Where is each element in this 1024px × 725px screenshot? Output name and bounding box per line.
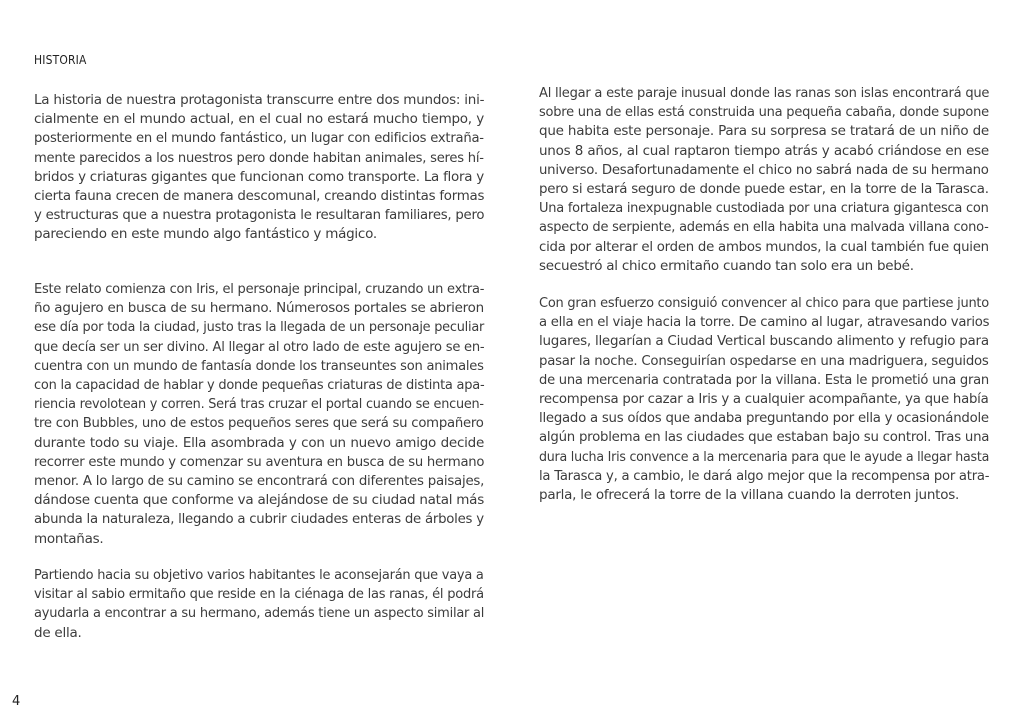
text-line: abunda la naturaleza, llegando a cubrir ciudades enteras de árboles y — [34, 511, 484, 528]
text-line: a ella en el viaje hacia la torre. De camino al lugar, atravesando varios — [539, 314, 990, 331]
paragraph-advice — [34, 566, 484, 643]
text-line: algún problema en las ciudades que estaban bajo su control. Tras una — [539, 429, 990, 446]
text-line: Con gran esfuerzo consiguió convencer al chico para que partiese junto — [539, 295, 989, 311]
text-line: mente parecidos a los nuestros pero donde habitan animales, seres hí- — [34, 149, 484, 166]
text-line: cialmente en el mundo actual, en el cual no estará mucho tiempo, y — [34, 111, 484, 128]
text-line: cierta fauna crecen de manera descomunal, creando distintas formas — [34, 188, 485, 205]
text-line: sobre una de ellas está construida una pequeña cabaña, donde supone — [539, 104, 989, 121]
text-line: la Tarasca y, a cambio, le dará algo mejor que la recompensa por atra- — [539, 467, 990, 484]
text-line: dura lucha Iris convence a la mercenaria para que le ayude a llegar hasta — [539, 448, 990, 465]
text-line: pasar la noche. Conseguirían ospedarse en una madriguera, seguidos — [539, 352, 989, 369]
text-line: visitar al sabio ermitaño que reside en la ciénaga de las ranas, él podrá — [34, 586, 484, 603]
text-line: cuentra con un mundo de fantasía donde los transeuntes son animales — [34, 357, 484, 374]
text-line: de ella. — [34, 624, 82, 641]
section-heading: HISTORIA — [34, 52, 87, 67]
text-line: Al llegar a este paraje inusual donde las ranas son islas encontrará que — [539, 85, 990, 101]
text-line: pero si estará seguro de donde puede estar, en la torre de la Tarasca. — [539, 181, 989, 198]
paragraph-journey — [539, 294, 989, 505]
paragraph-story-start — [34, 280, 484, 549]
text-line: bridos y criaturas gigantes que funcionan como transporte. La flora y — [34, 168, 485, 185]
text-line: recompensa por cazar a Iris y a cualquier acompañante, ya que había — [539, 391, 989, 408]
text-line: ese día por toda la ciudad, justo tras la llegada de un personaje peculiar — [34, 319, 485, 336]
text-line: cida por alterar el orden de ambos mundos, la cual también fue quien — [539, 238, 989, 255]
text-line: que decía ser un ser divino. Al llegar al otro lado de este agujero se en- — [34, 338, 485, 355]
text-line: riencia revolotean y corren. Será tras cruzar el portal cuando se encuen- — [34, 396, 484, 413]
text-line: secuestró al chico ermitaño cuando tan solo era un bebé. — [539, 257, 914, 274]
text-line: durante todo su viaje. Ella asombrada y con un nuevo amigo decide — [34, 434, 484, 451]
text-line: parla, le ofrecerá la torre de la villana cuando la derroten juntos. — [539, 487, 960, 504]
text-line: posteriormente en el mundo fantástico, un lugar con edificios extraña- — [34, 130, 484, 147]
text-line: Este relato comienza con Iris, el personaje principal, cruzando un extra- — [34, 281, 485, 297]
text-line: que habita este personaje. Para su sorpresa se tratará de un niño de — [539, 123, 989, 140]
text-line: lugares, llegarían a Ciudad Vertical buscando alimento y refugio para — [539, 333, 989, 350]
paragraph-swamp — [539, 84, 989, 276]
text-line: montañas. — [34, 530, 104, 547]
text-line: La historia de nuestra protagonista transcurre entre dos mundos: ini- — [34, 92, 485, 108]
text-line: con la capacidad de hablar y donde pequeñas criaturas de distinta apa- — [34, 377, 485, 394]
text-line: Partiendo hacia su objetivo varios habitantes le aconsejarán que vaya a — [34, 567, 484, 583]
text-line: llegado a sus oídos que andaba preguntando por ella y ocasionándole — [539, 410, 989, 427]
paragraph-intro — [34, 91, 484, 245]
text-line: ño agujero en busca de su hermano. Númerosos portales se abrieron — [34, 300, 484, 317]
text-line: recorrer este mundo y comenzar su aventura en busca de su hermano — [34, 453, 485, 470]
text-line: dándose cuenta que conforme va alejándose de su ciudad natal más — [34, 492, 484, 509]
text-line: de una mercenaria contratada por la villana. Esta le prometió una gran — [539, 371, 989, 388]
page-number: 4 — [12, 694, 21, 709]
text-line: y estructuras que a nuestra protagonista le resultaran familiares, pero — [34, 207, 485, 224]
text-line: unos 8 años, al cual raptaron tiempo atrás y acabó criándose en ese — [539, 142, 989, 159]
text-line: menor. A lo largo de su camino se encontrará con diferentes paisajes, — [34, 473, 485, 490]
text-line: aspecto de serpiente, además en ella habita una malvada villana cono- — [539, 219, 989, 236]
text-line: Una fortaleza inexpugnable custodiada por una criatura gigantesca con — [539, 200, 989, 217]
text-line: ayudarla a encontrar a su hermano, además tiene un aspecto similar al — [34, 605, 485, 622]
text-line: universo. Desafortunadamente el chico no sabrá nada de su hermano — [539, 161, 989, 178]
text-line: tre con Bubbles, uno de estos pequeños seres que será su compañero — [34, 415, 484, 432]
text-line: pareciendo en este mundo algo fantástico y mágico. — [34, 226, 377, 243]
